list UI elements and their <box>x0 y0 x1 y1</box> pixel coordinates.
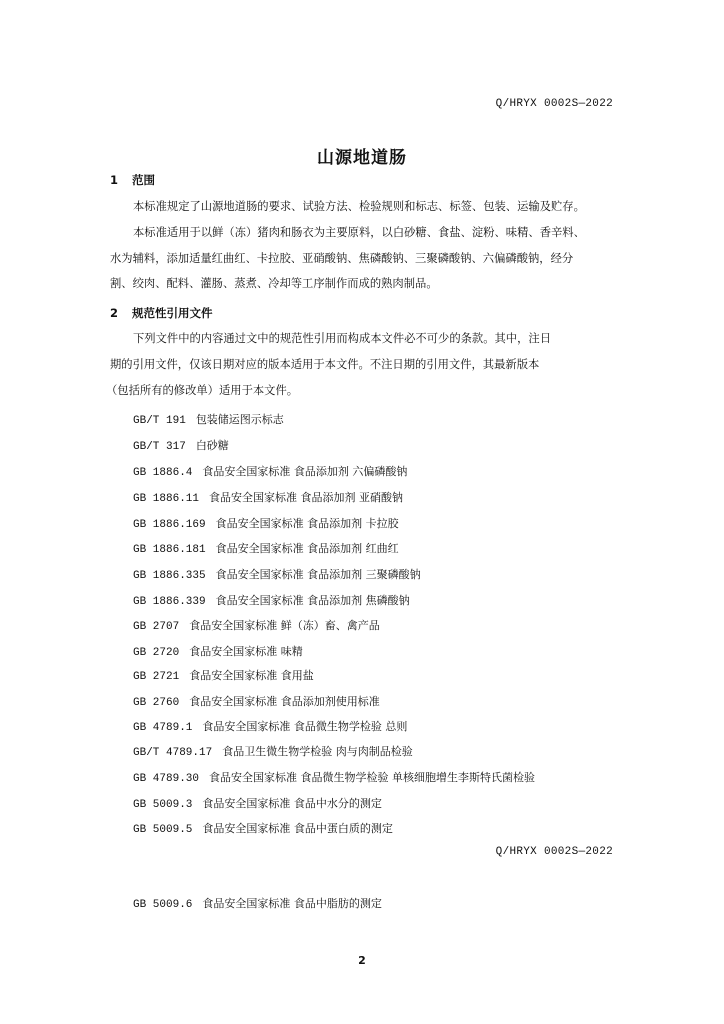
reference-item <box>133 592 410 608</box>
reference-title: 食品安全国家标准 食品添加剂 亚硝酸钠 <box>209 491 404 504</box>
reference-title: 包装储运图示标志 <box>195 413 284 426</box>
reference-code: GB 1886.11 <box>133 493 200 505</box>
reference-code: GB/T 317 <box>133 441 186 453</box>
normative-paragraph-line-1: 下列文件中的内容通过文中的规范性引用而构成本文件必不可少的条款。其中，注日 <box>133 332 551 345</box>
reference-title: 白砂糖 <box>195 439 229 452</box>
reference-title: 食品安全国家标准 食品微生物学检验 总则 <box>202 720 408 733</box>
reference-code: GB 2760 <box>133 697 180 709</box>
reference-item <box>133 489 403 505</box>
reference-item <box>133 515 399 531</box>
section-title: 规范性引用文件 <box>132 306 213 320</box>
reference-code: GB 1886.339 <box>133 596 206 608</box>
reference-item <box>133 437 229 453</box>
section-number: 2 <box>110 306 119 320</box>
reference-title: 食品安全国家标准 味精 <box>189 645 303 658</box>
reference-item <box>133 769 535 785</box>
reference-code: GB 2707 <box>133 621 180 633</box>
reference-code: GB 1886.169 <box>133 519 206 531</box>
reference-code: GB 1886.4 <box>133 467 193 479</box>
section-heading-scope <box>110 172 155 188</box>
section-heading-normative-references <box>110 305 213 321</box>
reference-code: GB/T 4789.17 <box>133 747 213 759</box>
reference-item <box>133 540 399 556</box>
page-number: 2 <box>358 954 366 967</box>
section-number: 1 <box>110 173 119 187</box>
reference-code: GB 4789.1 <box>133 722 193 734</box>
reference-title: 食品安全国家标准 食品添加剂 三聚磷酸钠 <box>215 568 421 581</box>
reference-code: GB 4789.30 <box>133 773 200 785</box>
reference-title: 食品安全国家标准 食品中蛋白质的测定 <box>202 822 393 835</box>
section-title: 范围 <box>132 173 155 187</box>
reference-title: 食品安全国家标准 食品添加剂 卡拉胶 <box>215 517 399 530</box>
reference-title: 食品卫生微生物学检验 肉与肉制品检验 <box>222 745 413 758</box>
reference-item <box>133 820 393 836</box>
scope-paragraph-2-line-2: 水为辅料，添加适量红曲红、卡拉胶、亚硝酸钠、焦磷酸钠、三聚磷酸钠、六偏磷酸钠，经分 <box>110 252 574 265</box>
reference-item <box>133 693 380 709</box>
reference-title: 食品安全国家标准 鲜（冻）畜、禽产品 <box>189 619 380 632</box>
reference-item <box>133 463 407 479</box>
reference-item <box>133 895 382 911</box>
reference-title: 食品安全国家标准 食用盐 <box>189 669 314 682</box>
reference-code: GB 5009.6 <box>133 899 193 911</box>
reference-code: GB/T 191 <box>133 415 186 427</box>
reference-code: GB 2721 <box>133 671 180 683</box>
reference-item <box>133 667 314 683</box>
reference-title: 食品安全国家标准 食品中脂肪的测定 <box>202 897 382 910</box>
reference-title: 食品安全国家标准 食品添加剂 红曲红 <box>215 542 399 555</box>
page-title: 山源地道肠 <box>317 148 407 168</box>
header-doc-code: Q/HRYX 0002S—2022 <box>495 98 613 110</box>
reference-code: GB 5009.3 <box>133 799 193 811</box>
scope-paragraph-1: 本标准规定了山源地道肠的要求、试验方法、检验规则和标志、标签、包装、运输及贮存。 <box>133 200 585 213</box>
footer-doc-code: Q/HRYX 0002S—2022 <box>495 846 613 858</box>
normative-paragraph-line-3: （包括所有的修改单）适用于本文件。 <box>106 384 299 397</box>
reference-item <box>133 411 284 427</box>
reference-title: 食品安全国家标准 食品中水分的测定 <box>202 797 382 810</box>
reference-code: GB 5009.5 <box>133 824 193 836</box>
reference-title: 食品安全国家标准 食品添加剂使用标准 <box>189 695 380 708</box>
reference-item <box>133 718 407 734</box>
reference-item <box>133 795 382 811</box>
scope-paragraph-2-line-1: 本标准适用于以鲜（冻）猪肉和肠衣为主要原料，以白砂糖、食盐、淀粉、味精、香辛料、 <box>133 226 585 239</box>
reference-title: 食品安全国家标准 食品添加剂 六偏磷酸钠 <box>202 465 408 478</box>
reference-title: 食品安全国家标准 食品微生物学检验 单核细胞增生李斯特氏菌检验 <box>209 771 536 784</box>
reference-item <box>133 643 303 659</box>
normative-paragraph-line-2: 期的引用文件，仅该日期对应的版本适用于本文件。不注日期的引用文件，其最新版本 <box>110 358 540 371</box>
reference-code: GB 2720 <box>133 647 180 659</box>
reference-code: GB 1886.335 <box>133 570 206 582</box>
reference-item <box>133 566 421 582</box>
reference-item <box>133 743 413 759</box>
reference-item <box>133 617 380 633</box>
reference-code: GB 1886.181 <box>133 544 206 556</box>
reference-title: 食品安全国家标准 食品添加剂 焦磷酸钠 <box>215 594 410 607</box>
scope-paragraph-2-line-3: 割、绞肉、配料、灌肠、蒸煮、冷却等工序制作而成的熟肉制品。 <box>110 277 438 290</box>
